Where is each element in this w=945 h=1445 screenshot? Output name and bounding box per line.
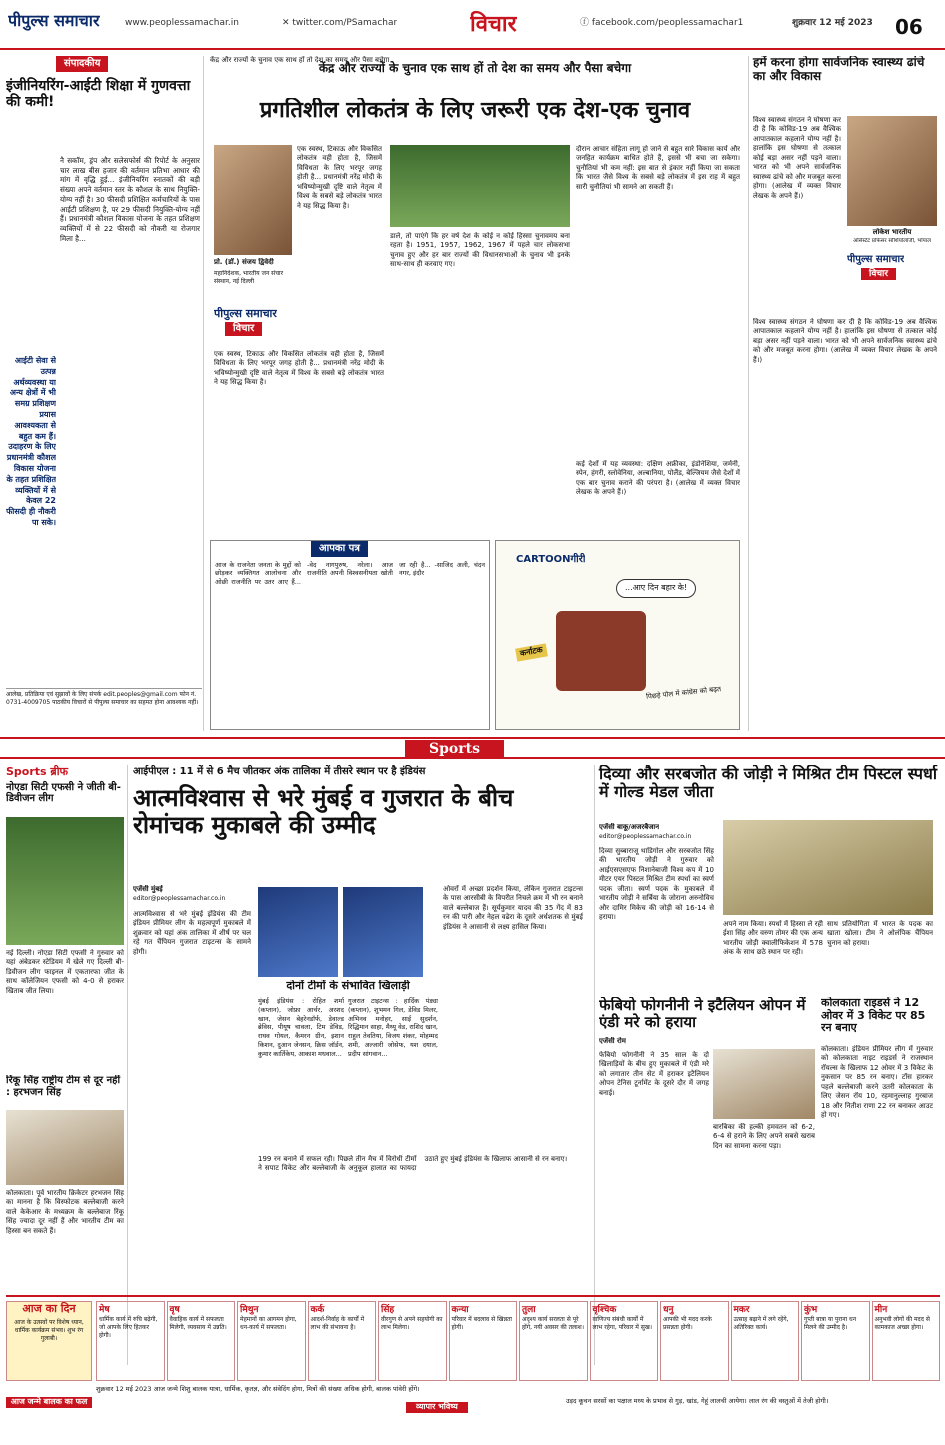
- baby-label: आज जन्मे बालक का फल: [6, 1397, 92, 1408]
- zodiac-sign: [449, 1301, 518, 1381]
- brief-body: नई दिल्ली। नोएडा सिटी एफसी ने गुरुवार को यहां अंबेडकर स्टेडियम में खेले गए दिल्ली बी-डिवीजन लीग फाइनल में एकतारफा जीत के साथ कॉलेजियन एफसी को 4-0 से हराकर खिताब जीत लिया।: [6, 949, 124, 995]
- lead-kicker: केंद्र और राज्यों के चुनाव एक साथ हों तो देश का समय और पैसा बचेगा: [210, 56, 390, 64]
- zodiac-sign: [660, 1301, 729, 1381]
- zodiac-name: सिंह: [381, 1305, 395, 1315]
- brand-badge: पीपुल्स समाचार: [214, 307, 277, 320]
- masthead: [0, 0, 945, 50]
- zodiac-text: मेहमानों का आगमन होगा, धन-कार्य में सफलता।: [240, 1316, 297, 1332]
- shoot-body-2: अपने नाम किया। स्पर्धा में हिस्सा ले रही ईशा सिंह और वरुण तोमर की एक अन्य भारतीय जोड़ी क्वालीफिकेशन में 578 अंक के साथ छठे स्थान पर रही।: [723, 920, 823, 957]
- lead-body-2: डाले, तो पाएंगे कि हर वर्ष देश के कोई न कोई हिस्सा चुनावमय बना रहता है। 1951, 1957, 1962, 1967 में पहले चार लोकसभा चुनाव हुए और हर बार राज्यों की विधानसभाओं के चुनाव भी इनके साथ-साथ ही करवाए गए।: [390, 232, 570, 269]
- editorial-body: नै सकॉम, ड्रंप और सलेसफोर्स की रिपोर्ट के अनुसार चार लाख बीस हजार की वर्तमान प्रतिभा आधार की मांग में वृद्धि हुई... इंजीनियरिंग स्नातकों की बड़ी संख्या अपने वर्तमान स्तर के कौशल के साथ नियुक्ति-योग्य नहीं है। 30 फीसदी प्रशिक्षित कर्मचारियों के पास आईटी प्रशिक्षण है, पर 29 फीसदी नियुक्ति-योग्य नहीं हैं। प्रधानमंत्री कौशल विकास योजना के तहत प्रशिक्षण व्यक्तियों में से 22 फीसदी को नौकरी या रोजगार मिला है...: [60, 156, 200, 243]
- zodiac-sign: [378, 1301, 447, 1381]
- zodiac-name: वृश्चिक: [592, 1305, 617, 1315]
- mi-squad: मुंबई इंडियंस : रोहित शर्मा (कप्तान), जोफ्रा आर्चर, अरशद खान, जेसन बेहरेनडॉर्फ, डेवाल्ड ब्रेविस, पीयूष चावला, टिम डेविड, राघव गोयल, कैमरन ग्रीन, इशान किशन, दुआन जेनसन, क्रिस जॉर्डन, कुमार कार्तिकेय, आकाश मधवाल...: [258, 997, 344, 1058]
- zodiac-name: कुंभ: [804, 1305, 818, 1315]
- health-author-photo: [847, 116, 937, 226]
- cartoon-post: पिछड़े पोल में कांग्रेस को बढ़त: [645, 685, 722, 701]
- zodiac-name: तुला: [522, 1305, 536, 1315]
- brief-title: नोएडा सिटी एफसी ने जीती बी-डिवीजन लीग: [6, 781, 121, 805]
- zodiac-text: परिवार में बदलाव से खिन्नता होगी।: [451, 1316, 512, 1332]
- zodiac-text: वीरगुण से अपने सहयोगी का लाभ मिलेगा।: [381, 1316, 443, 1332]
- rinku-title: रिंकू सिंह राष्ट्रीय टीम से दूर नहीं : हरभजन सिंह: [6, 1075, 121, 1098]
- editorial-sidebar: आईटी सेवा से उत्पन्न अर्थव्यवस्था या अन्य क्षेत्रों में भी समग्र प्रशिक्षण प्रयास आवश्यकता से बहुत कम हैं। उदाहरण के लिए प्रधानमंत्री कौशल विकास योजना के तहत प्रशिक्षित व्यक्तियों में से केवल 22 फीसदी ही नौकरी पा सके।: [6, 356, 56, 527]
- shoot-email: editor@peoplessamachar.co.in: [599, 833, 692, 840]
- sports-band: [0, 737, 945, 759]
- page-number: 06: [895, 15, 923, 39]
- cartoon-sign: कर्नाटक: [515, 643, 548, 661]
- lead-body-3b: कई देशों में यह व्यवस्था: दक्षिण अफ्रीका, इंडोनेशिया, जर्मनी, स्पेन, हंगरी, स्लोवेनिया, अल्बानिया, पोलैंड, बेल्जियम जैसे देशों में एक बार चुनाव कराने की परंपरा है। (आलेख में व्यक्त विचार लेखक के अपने हैं।): [576, 460, 740, 497]
- editorial-label: संपादकीय: [56, 56, 108, 72]
- zodiac-text: आदर्श-निर्वाह के कार्यों में लाभ की संभावना है।: [310, 1316, 365, 1332]
- ipl-email: editor@peoplessamachar.co.in: [133, 895, 226, 902]
- zodiac-text: आपकी भी मदद करके प्रसन्नता होगी।: [663, 1316, 712, 1332]
- brief-photo: [6, 817, 124, 945]
- author-name: प्रो. (डॉ.) संजय द्विवेदी: [214, 258, 274, 266]
- facebook-icon: ⓕ: [580, 18, 592, 28]
- health-body: विश्व स्वास्थ्य संगठन ने घोषणा कर दी है कि कोविड-19 अब वैश्विक आपातकाल कहलाने योग्य नहीं है। हालांकि इस घोषणा से तत्काल कोई बड़ा असर नहीं पड़ने वाला। भारत को भी अपने सार्वजनिक स्वास्थ्य ढांचे को और मजबूत करना होगा। (आलेख में व्यक्त विचार लेखक के अपने हैं।): [753, 116, 841, 200]
- cartoon-bubble: ...आए दिन बहार के!: [616, 579, 696, 598]
- letters-box: [210, 540, 490, 730]
- zodiac-sign: [167, 1301, 236, 1381]
- squads-title: दोनों टीमों के संभावित खिलाड़ी: [286, 980, 410, 992]
- zodiac-sign: [519, 1301, 588, 1381]
- brand-badge-tag: विचार: [225, 322, 262, 336]
- letters-body: आज के राजनेता जनता के मुद्दों को छोड़कर व्यक्तिगत आलोचना और ओछी राजनीति पर उतर आए हैं... -वेद नागपुरुष, नरेला। आज राजनीति अपनी विश्वसनीयता खोती जा रही है... -साजिद अली, चंदन नगर, इंदौर: [215, 560, 485, 587]
- zodiac-name: मिथुन: [240, 1305, 259, 1315]
- twitter-icon: ✕: [282, 18, 293, 28]
- cartoon: [495, 540, 740, 730]
- horoscope: [6, 1295, 940, 1440]
- fognini-body: फेबियो फोगनीनी ने 35 साल के दो खिलाड़ियों के बीच हुए मुकाबले में एंडी मरे को लगातार तीन सेट में हराकर इटैलियन ओपन टेनिस टूर्नामेंट के दूसरे दौर में जगह बनाई।: [599, 1051, 709, 1097]
- zodiac-sign: [308, 1301, 377, 1381]
- shoot-body: दिव्या सुब्बाराजू थाडिगोल और सरबजोत सिंह की भारतीय जोड़ी ने गुरुवार को आईएसएसएफ निशानेबाजी विश्व कप में 10 मीटर एयर पिस्टल मिश्रित टीम स्पर्धा का स्वर्ण पदक जीता। स्वर्ण पदक के मुकाबले में भारतीय जोड़ी ने सर्बिया के जोराना अरुनोविच और दामिर मिकेच की जोड़ी को 16-14 से हराया।: [599, 847, 714, 922]
- kkr-body: कोलकाता। इंडियन प्रीमियर लीग में गुरुवार को कोलकाता नाइट राइडर्स ने राजस्थान रॉयल्स के खिलाफ 12 ओवर में 3 विकेट के नुकसान पर 85 रन बनाए। टॉस हारकर पहले बल्लेबाजी करने उतरी कोलकाता के लिए जेसन रॉय 10, रहमानुल्लाह गुरबाज 18 और नितीश राणा 22 रन बनाकर आउट हो गए।: [821, 1045, 933, 1120]
- section-title: विचार: [470, 12, 517, 37]
- cartoon-title: CARTOONगीरी: [516, 554, 586, 565]
- zodiac-name: वृष: [169, 1305, 180, 1315]
- today-box: [6, 1301, 92, 1381]
- today-body: आज के उत्सवों पर विशेष ध्यान, धार्मिक कार्यक्रम संभव। शुभ रंग गुलाबी।: [14, 1318, 84, 1343]
- gt-squad: गुजरात टाइटन्स : हार्दिक पंड्या (कप्तान), शुभमन गिल, डेविड मिलर, अभिनव मनोहर, साई सुदर्शन, रिद्धिमान साहा, मैथ्यू वेड, राशिद खान, राहुल तेवतिया, विजय शंकर, मोहम्मद शमी, अल्जारी जोसेफ, यश दयाल, प्रदीप सांगवान...: [348, 997, 438, 1058]
- issue-date: शुक्रवार 12 मई 2023: [792, 18, 873, 28]
- lead-body-3: दौरान आचार संहिता लागू हो जाने से बहुत सारे विकास कार्य और जनहित कार्यक्रम बाधित होते हैं, इससे भी बचा जा सकेगा। चुनौतियां भी कम नहीं: इस बात से इंकार नहीं किया जा सकता कि भारत जैसे विश्व के सबसे बड़े लोकतंत्र में इस राह में बहुत सारी चुनौतियां भी सामने आ सकती हैं।: [576, 145, 740, 191]
- zodiac-sign: [872, 1301, 941, 1381]
- ipl-byline: एजेंसी मुंबई: [133, 885, 163, 893]
- health-author-role: असिस्टेंट प्रोफेसर सोशियोलॉजी, भोपाल: [853, 238, 931, 244]
- author-role: महानिदेशक, भारतीय जन संचार संस्थान, नई दिल्ली: [214, 270, 284, 286]
- zodiac-sign: [801, 1301, 870, 1381]
- sports-brief: [6, 765, 128, 1365]
- zodiac-name: कन्या: [451, 1305, 469, 1315]
- health-article: [748, 56, 940, 731]
- sports-band-label: Sports: [405, 740, 504, 759]
- business-text: उड़द कूचन सरसों का पक्षाल मध्य के प्रभाव से गुड़, खांड, गेहूं लालची आयेगा। लाल रंग की वस्तुओं में तेजी होगी।: [566, 1397, 829, 1405]
- ipl-title: आत्मविश्वास से भरे मुंबई व गुजरात के बीच रोमांचक मुकाबले की उम्मीद: [133, 783, 514, 840]
- fognini-body-2: बारबिका की हल्की हमवतन को 6-2, 6-4 से हराने के लिए अपने सबसे खराब दिन का सामना करना पड़ा।: [713, 1123, 815, 1150]
- lead-body-1: एक स्वस्थ, टिकाऊ और विकसित लोकतंत्र वही होता है, जिसमें विविधता के लिए भरपूर जगह होती है... प्रधानमंत्री नरेंद्र मोदी के भविष्योन्मुखी दृष्टि वाले नेतृत्व में विश्व के सबसे बड़े लोकतंत्र भारत ने यह सिद्ध किया है।: [297, 145, 382, 210]
- fognini-title: फेबियो फोगनीनी ने इटैलियन ओपन में एंडी मरे को हराया: [599, 997, 806, 1032]
- shoot-byline: एजेंसी बाकू/अजरबैजान: [599, 823, 660, 831]
- ipl-body-1: आत्मविश्वास से भरे मुंबई इंडियंस की टीम इंडियन प्रीमियर लीग के महत्वपूर्ण मुकाबले में शुक्रवार को यहां अंक तालिका में शीर्ष पर चल रहे गत चैंपियन गुजरात टाइटन्स के सामने होगी।: [133, 910, 251, 956]
- health-body-2: विश्व स्वास्थ्य संगठन ने घोषणा कर दी है कि कोविड-19 अब वैश्विक आपातकाल कहलाने योग्य नहीं है। हालांकि इस घोषणा से तत्काल कोई बड़ा असर नहीं पड़ने वाला। भारत को भी अपने सार्वजनिक स्वास्थ्य ढांचे को और मजबूत करना होगा। (आलेख में व्यक्त विचार लेखक के अपने हैं।): [753, 318, 937, 364]
- website-link[interactable]: www.peoplessamachar.in: [125, 18, 239, 28]
- brand-logo: पीपुल्स समाचार: [8, 11, 100, 30]
- zodiac-text: वाणिज्य संबंधी कार्यों में लाभ रहेगा, परिवार में सुख।: [592, 1316, 653, 1332]
- zodiac-text: उत्साह बढ़ाने में लगे रहेंगे, अतिरिक्त कार्य।: [733, 1316, 789, 1332]
- zodiac-sign: [590, 1301, 659, 1381]
- letters-title: आपका पत्र: [311, 541, 368, 557]
- ipl-article: [133, 765, 588, 1365]
- business-label: व्यापार भविष्य: [406, 1402, 468, 1413]
- health-author-name: लोकेश भारतीय: [872, 228, 912, 236]
- shooting-article: [594, 765, 940, 1365]
- rinku-body: कोलकाता। पूर्व भारतीय क्रिकेटर हरभजन सिंह का मानना है कि विस्फोटक बल्लेबाजी करने वाले केकेआर के मध्यक्रम के बल्लेबाज रिंकू सिंह ज्यादा दूर नहीं हैं और भारतीय टीम का हिस्सा बन सकते हैं।: [6, 1189, 124, 1235]
- rohit-photo: [258, 887, 338, 977]
- zodiac-signs: [96, 1301, 940, 1381]
- lead-title: प्रगतिशील लोकतंत्र के लिए जरूरी एक देश-एक चुनाव: [259, 98, 691, 123]
- fognini-photo: [713, 1049, 815, 1119]
- health-brand: पीपुल्स समाचार: [847, 254, 905, 265]
- editorial-footer: आलेख, प्रतिक्रिया एवं सुझावों के लिए संपर्क edit.peoples@gmail.com फोन नं. 0731-4009705 पाठकीय विचारों से पीपुल्स समाचार का सहमत होना आवश्यक नहीं।: [6, 688, 202, 707]
- zodiac-sign: [96, 1301, 165, 1381]
- kkr-title: कोलकाता राइडर्स ने 12 ओवर में 3 विकेट पर 85 रन बनाए: [821, 997, 926, 1035]
- ipl-body-3: ओवरों में अच्छा प्रदर्शन किया, लेकिन गुजरात टाइटन्स के पास आरसीबी के विपरीत निचले क्रम में भी रन बनाने वाले बल्लेबाज हैं। सूर्यकुमार यादव की 35 गेंद में 83 रन की पारी और नेहल वढेरा के दूसरे अर्धशतक से मुंबई इंडियंस ने आसानी से लक्ष्य हासिल किया।: [443, 885, 583, 931]
- zodiac-text: अदृश्य कार्य सरलता से पूरे होंगे, नयी अवसर की तलाश।: [522, 1316, 585, 1332]
- zodiac-text: अनुभवी लोगों की मदद से कामकाज अच्छा होगा।: [874, 1316, 930, 1332]
- lead-body-1b: एक स्वस्थ, टिकाऊ और विकसित लोकतंत्र वही होता है, जिसमें विविधता के लिए भरपूर जगह होती है... प्रधानमंत्री नरेंद्र मोदी के भविष्योन्मुखी दृष्टि वाले नेतृत्व में विश्व के सबसे बड़े लोकतंत्र भारत ने यह सिद्ध किया है।: [214, 350, 384, 387]
- zodiac-name: धनु: [663, 1305, 674, 1315]
- zodiac-name: मीन: [874, 1305, 888, 1315]
- shoot-title: दिव्या और सरबजोत की जोड़ी ने मिश्रित टीम पिस्टल स्पर्धा में गोल्ड मेडल जीता: [599, 765, 937, 802]
- zodiac-name: मकर: [733, 1305, 750, 1315]
- ipl-body-2: 199 रन बनाने में सफल रही। पिछले तीन मैच में विरोधी टीमों ने सपाट विकेट और बल्लेबाजी के अनुकूल हालात का फायदा उठाते हुए मुंबई इंडियंस के खिलाफ आसानी से रन बनाए।: [258, 1155, 568, 1173]
- ipl-kicker: आईपीएल : 11 में से 6 मैच जीतकर अंक तालिका में तीसरे स्थान पर है इंडियंस: [133, 766, 426, 777]
- author-photo: [214, 145, 292, 255]
- health-title: हमें करना होगा सार्वजनिक स्वास्थ्य ढांचे का और विकास: [753, 56, 925, 83]
- lead-kicker-text: केंद्र और राज्यों के चुनाव एक साथ हों तो देश का समय और पैसा बचेगा: [318, 61, 632, 75]
- zodiac-sign: [237, 1301, 306, 1381]
- brief-label: Sports ब्रीफ: [6, 765, 69, 778]
- hardik-photo: [343, 887, 423, 977]
- fognini-byline: एजेंसी रोम: [599, 1037, 626, 1045]
- lead-photo: [390, 145, 570, 227]
- shoot-photo: [723, 820, 933, 915]
- briefcase-icon: [556, 611, 646, 691]
- health-brand-tag: विचार: [861, 268, 896, 280]
- today-title: आज का दिन: [22, 1302, 76, 1315]
- rinku-photo: [6, 1110, 124, 1185]
- zodiac-text: धार्मिक कार्य में रुचि बढ़ेगी, जो आपके लिए हितकर होगी।: [99, 1316, 158, 1340]
- zodiac-sign: [731, 1301, 800, 1381]
- zodiac-name: कर्क: [310, 1305, 325, 1315]
- editorial: [6, 56, 204, 731]
- facebook-link[interactable]: ⓕ facebook.com/peoplessamachar1: [580, 18, 744, 28]
- editorial-title: इंजीनियरिंग-आईटी शिक्षा में गुणवत्ता की कमी!: [6, 77, 191, 110]
- zodiac-name: मेष: [99, 1305, 110, 1315]
- twitter-link[interactable]: ✕ twitter.com/PSamachar: [282, 18, 398, 28]
- zodiac-text: वैवाहिक कार्य में सफलता मिलेगी, व्यवसाय में उन्नति।: [169, 1316, 227, 1332]
- shoot-body-3: साथ प्रतियोगिता में भारत के पदक का खाता खोला। टीम ने ओलंपिक चैंपियन चुनान को हराया।: [827, 920, 933, 947]
- horoscope-footer: शुक्रवार 12 मई 2023 आज जन्मे शिशु बालक यात्रा, धार्मिक, कृतज्ञ, और संवेदिंग होगा, मित्रों की संख्या अधिक होगी, बालक पांवेरी होंगे।: [96, 1385, 420, 1393]
- zodiac-text: गुप्ती बात्रा या पुराना धन मिलने की उम्मीद है।: [804, 1316, 857, 1332]
